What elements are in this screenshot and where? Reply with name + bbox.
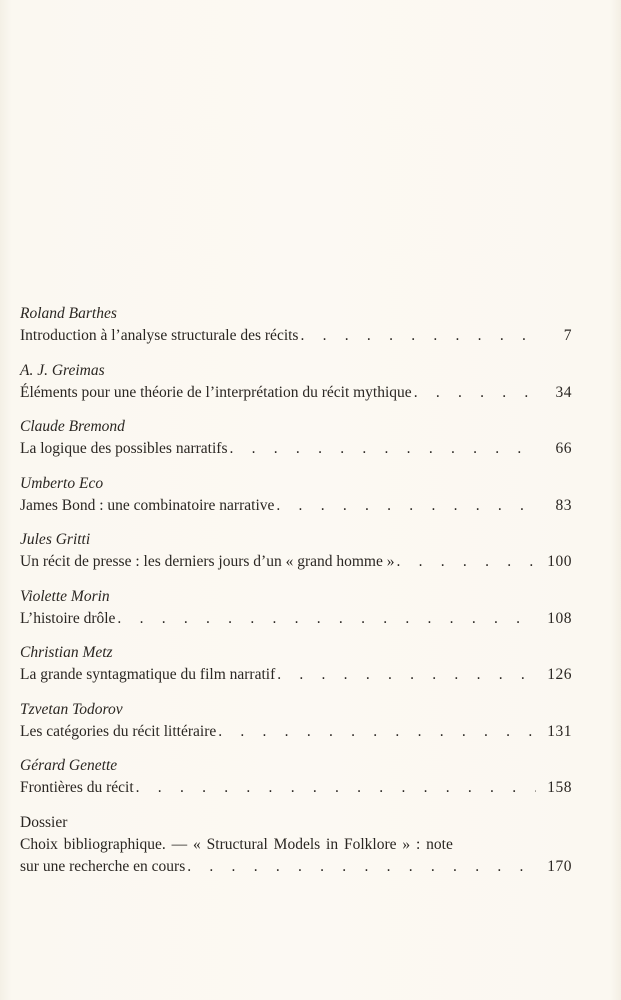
- toc-author: A. J. Greimas: [20, 361, 105, 379]
- toc-author: Gérard Genette: [20, 757, 118, 774]
- toc-entry: [20, 642, 572, 686]
- toc-entry: [20, 416, 572, 460]
- toc-page-number: 34: [555, 383, 572, 401]
- toc-author: Umberto Eco: [20, 474, 104, 492]
- toc-title: Les catégories du récit littéraire: [20, 722, 217, 740]
- toc-author: Roland Barthes: [20, 305, 117, 322]
- toc-entry: [20, 699, 572, 743]
- toc-page-number: 126: [547, 666, 572, 683]
- toc-title: La logique des possibles narratifs: [20, 440, 228, 457]
- toc-author: Christian Metz: [20, 644, 113, 661]
- toc-title: Frontières du récit: [20, 779, 134, 796]
- toc-page-number: 7: [563, 327, 572, 344]
- toc-line: [20, 382, 572, 404]
- toc-author: Violette Morin: [20, 587, 110, 605]
- toc-line: [20, 777, 572, 799]
- toc-line: [20, 551, 572, 573]
- leader-dots: [187, 856, 536, 878]
- toc-line: [20, 664, 572, 686]
- toc-page-number: 100: [547, 553, 572, 570]
- toc-title: James Bond : une combinatoire narrative: [20, 496, 275, 514]
- leader-dots: [277, 664, 536, 686]
- toc-page-number: 158: [547, 779, 572, 796]
- toc-entry: [20, 529, 572, 573]
- toc-dossier-label: Dossier: [20, 813, 68, 831]
- toc-title-line: Choix bibliographique. — « Structural Models in Folklore » : note: [20, 835, 453, 853]
- toc-entry: [20, 303, 572, 347]
- toc-line: [20, 856, 572, 878]
- leader-dots: [396, 551, 536, 573]
- toc-page-number: 108: [547, 609, 572, 627]
- toc-author: Claude Bremond: [20, 418, 125, 435]
- toc-entry: [20, 755, 572, 799]
- toc-page-number: 170: [547, 857, 572, 875]
- toc-dossier-entry: [20, 812, 572, 878]
- toc-title: La grande syntagmatique du film narratif: [20, 666, 276, 683]
- toc-line: [20, 721, 572, 743]
- leader-dots: [414, 382, 536, 404]
- toc-line: [20, 325, 572, 347]
- toc-author: Tzvetan Todorov: [20, 700, 123, 718]
- toc-entry: [20, 360, 572, 404]
- toc-page-number: 131: [547, 722, 572, 740]
- toc-title: Éléments pour une théorie de l’interprétation du récit mythique: [20, 383, 412, 401]
- table-of-contents: [20, 303, 572, 890]
- leader-dots: [136, 777, 536, 799]
- toc-title: Introduction à l’analyse structurale des récits: [20, 327, 299, 344]
- leader-dots: [300, 325, 536, 347]
- leader-dots: [276, 495, 536, 517]
- toc-author: Jules Gritti: [20, 531, 91, 548]
- toc-title: sur une recherche en cours: [20, 857, 186, 875]
- leader-dots: [229, 438, 536, 460]
- leader-dots: [117, 608, 536, 630]
- toc-page-number: 66: [555, 440, 572, 457]
- toc-page-number: 83: [555, 496, 572, 514]
- leader-dots: [218, 721, 536, 743]
- toc-title: L’histoire drôle: [20, 609, 116, 627]
- toc-line: [20, 438, 572, 460]
- toc-entry: [20, 586, 572, 630]
- toc-line: [20, 608, 572, 630]
- toc-line: [20, 495, 572, 517]
- toc-title: Un récit de presse : les derniers jours d’un « grand homme »: [20, 553, 395, 570]
- toc-entry: [20, 473, 572, 517]
